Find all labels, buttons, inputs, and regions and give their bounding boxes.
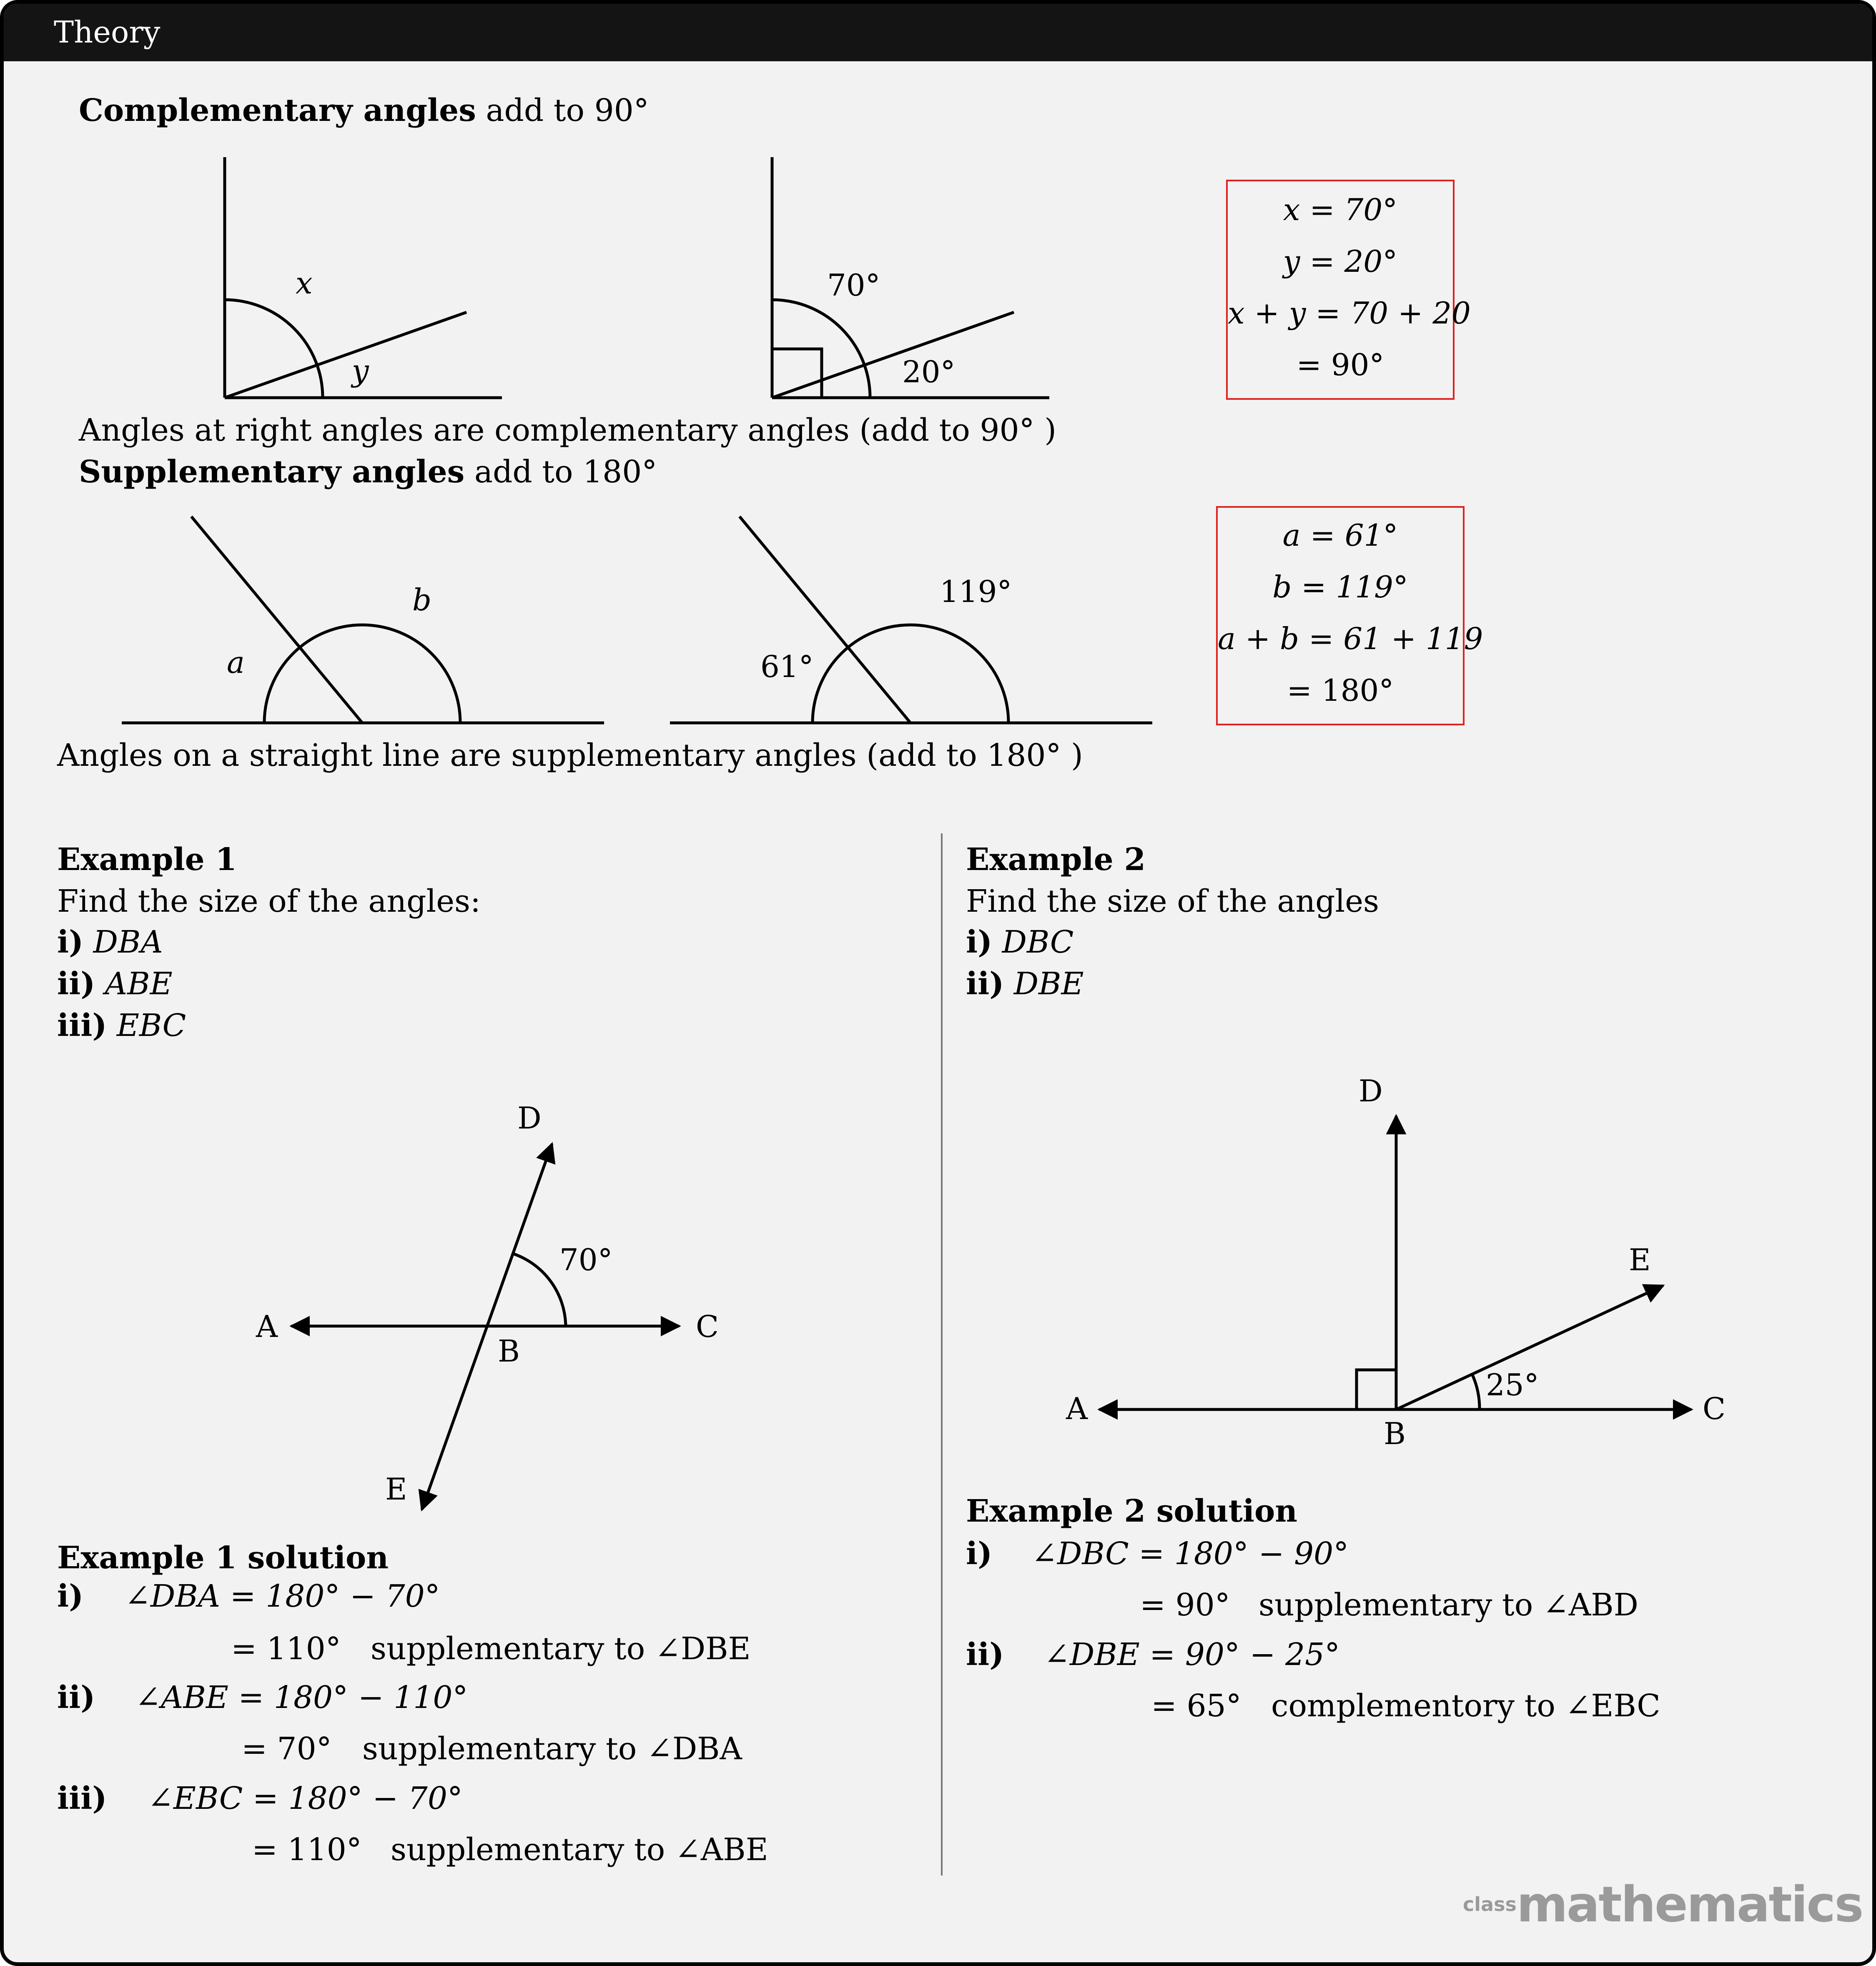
comp-box-line-1: x = 70° bbox=[1283, 192, 1398, 227]
supplementary-caption: Angles on a straight line are supplementary angles (add to 180° ) bbox=[57, 737, 1083, 773]
example1-prompt: Find the size of the angles: bbox=[57, 883, 481, 919]
header-bar bbox=[4, 4, 1872, 61]
ex1-sol-equation: ∠ABE = 180° − 110° bbox=[135, 1680, 468, 1715]
header-title: Theory bbox=[54, 15, 161, 50]
comp1-angle-arc bbox=[225, 300, 323, 398]
ex1-sol-equation: ∠DBA = 180° − 70° bbox=[125, 1578, 440, 1614]
item-text: DBC bbox=[1002, 924, 1074, 960]
supp1-label-b: b bbox=[412, 582, 432, 617]
comp2-diagonal-arm bbox=[772, 312, 1014, 398]
ex1-sol-num: ii) bbox=[57, 1680, 95, 1715]
ex2-label-E: E bbox=[1629, 1242, 1651, 1277]
ex2-label-C: C bbox=[1703, 1391, 1726, 1426]
ex1-label-E: E bbox=[385, 1472, 407, 1507]
ex1-sol-note: supplementary to ∠DBA bbox=[362, 1731, 742, 1767]
comp1-label-x: x bbox=[296, 266, 313, 301]
comp2-label-top: 70° bbox=[827, 268, 880, 303]
comp-box-line-3: x + y = 70 + 20 bbox=[1228, 296, 1471, 331]
logo-big-text: mathematics bbox=[1516, 1876, 1863, 1933]
ex1-sol-equation: ∠EBC = 180° − 70° bbox=[148, 1780, 463, 1816]
ex2-right-angle-mark bbox=[1357, 1370, 1396, 1409]
ex2-sol-equation: ∠DBE = 90° − 25° bbox=[1044, 1637, 1340, 1673]
ex2-label-D: D bbox=[1359, 1073, 1383, 1108]
ex2-angle-arc bbox=[1472, 1374, 1480, 1409]
comp-box-line-4: = 90° bbox=[1296, 347, 1384, 382]
complementary-caption: Angles at right angles are complementary angles (add to 90° ) bbox=[79, 412, 1056, 448]
ex1-sol-result: = 110° bbox=[231, 1631, 341, 1667]
complementary-heading bbox=[79, 90, 649, 130]
supplementary-figures bbox=[4, 4, 1876, 1966]
comp1-label-y: y bbox=[352, 353, 369, 388]
item-number: ii) bbox=[57, 966, 95, 1002]
ex1-label-angle: 70° bbox=[559, 1242, 613, 1277]
ex1-angle-arc bbox=[513, 1254, 566, 1326]
item-number: iii) bbox=[57, 1008, 107, 1043]
supplementary-answer-box bbox=[1216, 506, 1483, 725]
supp2-semicircle bbox=[813, 625, 1008, 723]
supp1-semicircle bbox=[264, 625, 460, 723]
supp1-label-a: a bbox=[227, 645, 245, 680]
complementary-answer-box bbox=[1226, 180, 1471, 400]
example1-item bbox=[57, 1006, 186, 1046]
example2-item bbox=[966, 964, 1084, 1004]
ex1-sol-note: supplementary to ∠ABE bbox=[391, 1832, 768, 1868]
example1-solution-title: Example 1 solution bbox=[57, 1540, 389, 1576]
supp-box-line-1: a = 61° bbox=[1282, 518, 1398, 553]
ex2-sol-num: i) bbox=[966, 1536, 993, 1572]
ex1-sol-num: i) bbox=[57, 1578, 84, 1614]
example2-prompt: Find the size of the angles bbox=[966, 883, 1379, 919]
comp2-label-bottom: 20° bbox=[902, 354, 956, 389]
item-text: ABE bbox=[105, 966, 173, 1002]
ex1-label-D: D bbox=[517, 1101, 542, 1136]
item-text: EBC bbox=[116, 1008, 186, 1043]
ex2-label-A: A bbox=[1066, 1391, 1088, 1426]
complementary-figures bbox=[4, 4, 1876, 1966]
ex2-sol-result: = 65° bbox=[1151, 1688, 1241, 1724]
class-mathematics-logo bbox=[1463, 1876, 1863, 1933]
ex1-sol-num: iii) bbox=[57, 1780, 107, 1816]
example2-title: Example 2 bbox=[966, 842, 1146, 878]
ex1-sol-result: = 70° bbox=[241, 1731, 332, 1767]
comp2-right-angle-mark bbox=[772, 349, 822, 398]
example2-solution-title: Example 2 solution bbox=[966, 1493, 1298, 1529]
supp1-diagonal bbox=[191, 517, 362, 723]
comp-box-line-2: y = 20° bbox=[1283, 244, 1398, 279]
example2-item bbox=[966, 922, 1073, 962]
ex2-sol-num: ii) bbox=[966, 1637, 1004, 1673]
supp2-label-right: 119° bbox=[940, 574, 1012, 609]
ex2-sol-note: complementory to ∠EBC bbox=[1271, 1688, 1660, 1724]
ex1-label-B: B bbox=[498, 1334, 520, 1369]
supp2-diagonal bbox=[740, 517, 910, 723]
supp-box-line-3: a + b = 61 + 119 bbox=[1218, 621, 1483, 656]
item-text: DBE bbox=[1013, 966, 1084, 1002]
logo-small-text: class bbox=[1463, 1893, 1517, 1916]
example1-item bbox=[57, 964, 173, 1004]
ex1-label-C: C bbox=[696, 1309, 719, 1344]
item-text: DBA bbox=[93, 924, 163, 960]
complementary-heading-bold: Complementary angles bbox=[79, 93, 476, 128]
supplementary-heading-bold: Supplementary angles bbox=[79, 454, 465, 490]
item-number: i) bbox=[966, 924, 993, 960]
ex2-sol-equation: ∠DBC = 180° − 90° bbox=[1031, 1536, 1349, 1572]
comp2-angle-arc bbox=[772, 300, 870, 398]
ex2-label-B: B bbox=[1384, 1416, 1406, 1451]
supp-box-line-4: = 180° bbox=[1287, 673, 1394, 708]
example1-title: Example 1 bbox=[57, 842, 237, 878]
supp2-label-left: 61° bbox=[760, 649, 814, 684]
ex2-sol-note: supplementary to ∠ABD bbox=[1259, 1587, 1638, 1623]
ex1-sol-note: supplementary to ∠DBE bbox=[371, 1631, 751, 1667]
comp1-diagonal-arm bbox=[225, 312, 466, 398]
item-number: i) bbox=[57, 924, 84, 960]
ex1-sol-result: = 110° bbox=[252, 1832, 362, 1868]
item-number: ii) bbox=[966, 966, 1004, 1002]
example1-item bbox=[57, 922, 163, 962]
ex2-label-angle: 25° bbox=[1486, 1367, 1539, 1402]
ex2-sol-result: = 90° bbox=[1140, 1587, 1230, 1623]
example2-diagram bbox=[4, 4, 1876, 1966]
supp-box-line-2: b = 119° bbox=[1272, 569, 1408, 604]
supplementary-heading-rest: add to 180° bbox=[464, 454, 657, 490]
complementary-heading-rest: add to 90° bbox=[476, 93, 649, 128]
supplementary-heading bbox=[79, 452, 657, 492]
column-divider bbox=[941, 833, 943, 1876]
ex1-line-DE bbox=[422, 1144, 552, 1510]
example1-diagram bbox=[4, 4, 1876, 1966]
ex1-label-A: A bbox=[256, 1309, 278, 1344]
